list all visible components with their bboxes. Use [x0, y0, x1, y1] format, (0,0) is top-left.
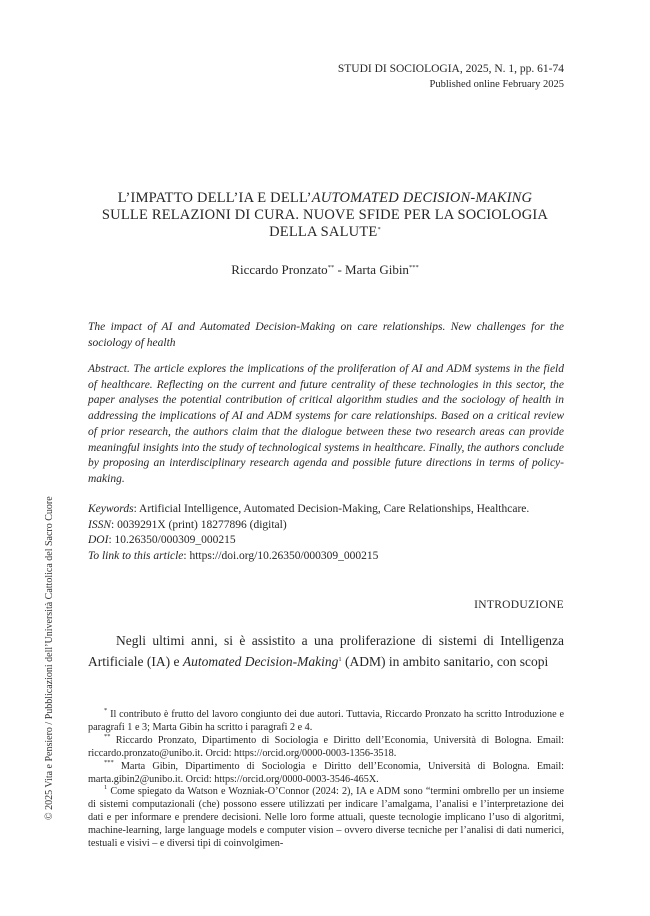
title-italic: AUTOMATED DECISION-MAKING [311, 190, 533, 206]
body-paragraph [88, 630, 564, 672]
body-text-2: (ADM) in ambito sanitario, con scopi [341, 654, 549, 669]
link-line [88, 549, 568, 565]
footnote-3 [88, 758, 564, 787]
copyright-side-text: © 2025 Vita e Pensiero / Pubblicazioni dell’Università Cattolica del Sacro Cuore [44, 496, 55, 820]
issn: : 0039291X (print) 18277896 (digital) [111, 518, 287, 531]
article-metadata [88, 502, 568, 564]
published-date: Published online February 2025 [429, 79, 564, 90]
footnote-4-text: Come spiegato da Watson e Wozniak-O’Connor (2024: 2), IA e ADM sono “termini ombrello per un insieme di sistemi computazionali (che) possono essere utilizzati per indicare l’amalgama, l’analisi e l’interpretazione dei dati e per informare e prendere decisioni. Nelle loro forme attuali, queste tecnologie implicano l’uso di algoritmi, machine-learning, large language models e computer vision – ovvero diverse tecniche per l’analisi di dati numerici, testuali e visivi – e diversi tipi di coinvolgimen- [88, 786, 564, 850]
footnote-1-text: Il contributo è frutto del lavoro congiunto dei due autori. Tuttavia, Riccardo Pronzato ha scritto Introduzione e paragrafi 1 e 3; Marta Gibin ha scritto i paragrafi 2 e 4. [88, 709, 564, 733]
section-heading: INTRODUZIONE [474, 599, 564, 611]
abstract: Abstract. The article explores the implications of the proliferation of AI and ADM systems in the field of healthcare. Reflecting on the current and future centrality of these technologies in this sector, the paper analyses the potential contribution of critical algorithm studies and the sociology of health in addressing the implications of AI and ADM systems for care relationships. Based on a critical review of prior research, the authors claim that the dialogue between these two research areas can provide meaningful insights into the study of technological systems in healthcare. Finally, the authors conclude by proposing an interdisciplinary research agenda and possible future directions in terms of policy-making. [88, 363, 564, 485]
title-prefix: L’IMPATTO DELL’IA E DELL’ [117, 190, 312, 206]
footnote-1 [88, 709, 564, 735]
body-text-1: Negli ultimi anni, si è assistito a una proliferazione di sistemi di Intelligenza Artificiale (IA) e [88, 633, 564, 669]
keywords-label: Keywords [88, 503, 134, 515]
title-line-3 [100, 224, 550, 241]
article-link[interactable]: : https://doi.org/10.26350/000309_000215 [183, 549, 379, 562]
footnote-4 [88, 786, 564, 851]
body-footnote-ref[interactable]: 1 [338, 656, 342, 663]
authors [100, 262, 550, 278]
title-line-2: SULLE RELAZIONI DI CURA. NUOVE SFIDE PER LA SOCIOLOGIA [101, 207, 549, 223]
footnote-2-mark: ** [104, 732, 111, 740]
title-line-3-text: DELLA SALUTE [269, 224, 378, 240]
doi-label: DOI [88, 534, 109, 546]
title-line-1 [100, 190, 550, 207]
body-italic: Automated Decision-Making [182, 654, 339, 669]
author-2-mark: *** [408, 264, 419, 271]
link-label: To link to this article [88, 549, 184, 562]
body-text [88, 630, 564, 672]
footnotes [88, 709, 564, 851]
keywords: : Artificial Intelligence, Automated Decision-Making, Care Relationships, Healthcare. [133, 503, 530, 515]
issn-line [88, 518, 568, 534]
keywords-line [88, 502, 568, 518]
footnote-3-mark: *** [104, 758, 114, 766]
article-title [100, 190, 550, 241]
english-title: The impact of AI and Automated Decision-Making on care relationships. New challenges for the sociology of health [88, 321, 564, 349]
footnote-1-mark: * [104, 707, 108, 714]
author-2: Marta Gibin [345, 262, 409, 277]
author-separator: - [334, 262, 346, 277]
footnote-4-mark: 1 [104, 784, 108, 792]
journal-citation: STUDI DI SOCIOLOGIA, 2025, N. 1, pp. 61-74 [337, 63, 564, 75]
title-footnote-mark: * [377, 226, 381, 233]
doi: : 10.26350/000309_000215 [108, 534, 236, 546]
issn-label: ISSN [88, 518, 111, 531]
author-1-mark: ** [327, 264, 335, 271]
footnote-2-text: Riccardo Pronzato, Dipartimento di Sociologia e Diritto dell’Economia, Università di Bologna. Email: riccardo.pronzato@unibo.it. Orcid: https://orcid.org/0000-0003-1356-3518. [88, 734, 564, 759]
doi-line [88, 533, 568, 549]
author-1: Riccardo Pronzato [231, 262, 328, 277]
footnote-3-text: Marta Gibin, Dipartimento di Sociologia e Diritto dell’Economia, Università di Bologna. Email: marta.gibin2@unibo.it. Orcid: https://orcid.org/0000-0003-3546-465X. [88, 760, 564, 785]
footnote-2 [88, 732, 564, 761]
